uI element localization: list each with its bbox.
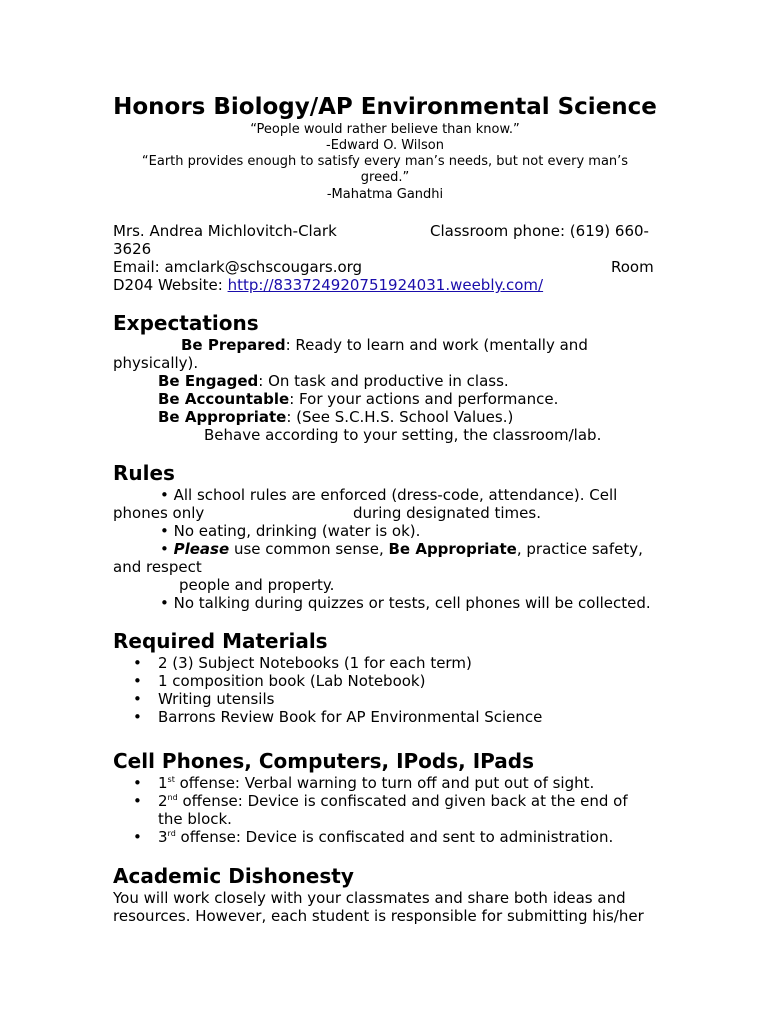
devices-heading: Cell Phones, Computers, IPods, IPads bbox=[113, 749, 534, 773]
material-item: Barrons Review Book for AP Environmental Science bbox=[158, 708, 543, 726]
website-link[interactable]: http://833724920751924031.weebly.com/ bbox=[227, 276, 544, 294]
dishonesty-line2: resources. However, each student is responsible for submitting his/her bbox=[113, 907, 644, 925]
page-title: Honors Biology/AP Environmental Science bbox=[113, 94, 657, 120]
bullet-icon: • bbox=[133, 828, 142, 846]
classroom-phone: Classroom phone: (619) 660- bbox=[430, 222, 649, 240]
device-offense-2-cont: the block. bbox=[158, 810, 232, 828]
material-item: 1 composition book (Lab Notebook) bbox=[158, 672, 426, 690]
bullet-icon: • bbox=[133, 708, 142, 726]
device-offense-3: 3rd offense: Device is confiscated and sent to administration. bbox=[158, 828, 614, 846]
material-item: 2 (3) Subject Notebooks (1 for each term) bbox=[158, 654, 472, 672]
rule-common-sense-cont2: people and property. bbox=[179, 576, 335, 594]
rule-no-eating: • No eating, drinking (water is ok). bbox=[160, 522, 421, 540]
room-website-line bbox=[113, 276, 543, 294]
rule-school-rules: • All school rules are enforced (dress-code, attendance). Cell bbox=[160, 486, 618, 504]
bullet-icon: • bbox=[133, 690, 142, 708]
classroom-phone-cont: 3626 bbox=[113, 240, 152, 258]
bullet-icon: • bbox=[133, 774, 142, 792]
expectation-prepared-cont: physically). bbox=[113, 354, 199, 372]
room-number: D204 Website: bbox=[113, 276, 228, 294]
expectations-heading: Expectations bbox=[113, 311, 259, 335]
rule-phones-only: phones only bbox=[113, 504, 205, 522]
email: Email: amclark@schscougars.org bbox=[113, 258, 363, 276]
device-offense-1: 1st offense: Verbal warning to turn off and put out of sight. bbox=[158, 774, 595, 792]
dishonesty-heading: Academic Dishonesty bbox=[113, 864, 354, 888]
quote-gandhi-line1: “Earth provides enough to satisfy every man’s needs, but not every man’s bbox=[141, 154, 629, 169]
quote-gandhi-line2: greed.” bbox=[360, 170, 410, 185]
expectation-prepared: Be Prepared: Ready to learn and work (mentally and bbox=[181, 336, 588, 354]
materials-heading: Required Materials bbox=[113, 629, 328, 653]
teacher-name: Mrs. Andrea Michlovitch-Clark bbox=[113, 222, 337, 240]
quote-author-gandhi: -Mahatma Gandhi bbox=[326, 187, 444, 202]
rule-common-sense-cont: and respect bbox=[113, 558, 202, 576]
device-offense-2: 2nd offense: Device is confiscated and given back at the end of bbox=[158, 792, 628, 810]
material-item: Writing utensils bbox=[158, 690, 275, 708]
quote-wilson: “People would rather believe than know.” bbox=[250, 122, 520, 137]
expectation-engaged: Be Engaged: On task and productive in class. bbox=[158, 372, 509, 390]
expectation-accountable: Be Accountable: For your actions and performance. bbox=[158, 390, 559, 408]
expectation-appropriate: Be Appropriate: (See S.C.H.S. School Values.) bbox=[158, 408, 514, 426]
rules-heading: Rules bbox=[113, 461, 175, 485]
dishonesty-line1: You will work closely with your classmates and share both ideas and bbox=[113, 889, 626, 907]
room-label: Room bbox=[611, 258, 654, 276]
bullet-icon: • bbox=[133, 654, 142, 672]
rule-common-sense: • Please use common sense, Be Appropriate, practice safety, bbox=[160, 540, 643, 558]
expectation-behave: Behave according to your setting, the classroom/lab. bbox=[204, 426, 602, 444]
rule-designated-times: during designated times. bbox=[353, 504, 541, 522]
rule-no-talking: • No talking during quizzes or tests, cell phones will be collected. bbox=[160, 594, 651, 612]
quote-author-wilson: -Edward O. Wilson bbox=[326, 138, 444, 153]
bullet-icon: • bbox=[133, 672, 142, 690]
bullet-icon: • bbox=[133, 792, 142, 810]
